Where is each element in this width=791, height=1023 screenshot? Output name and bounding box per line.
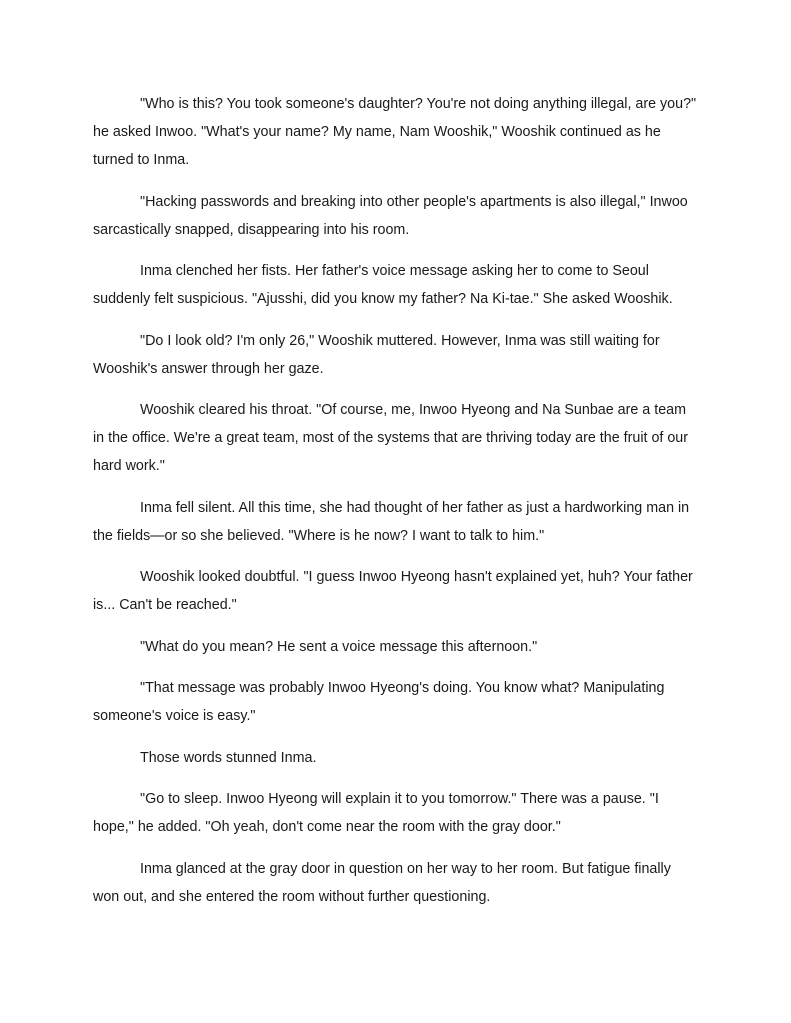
paragraph-8: "What do you mean? He sent a voice message this afternoon." <box>140 638 538 655</box>
paragraph-5: Wooshik cleared his throat. "Of course, me, Inwoo Hyeong and Na Sunbae are a team in the office. We're a great team, most of the systems that are thriving today are the fruit of our hard work." <box>93 402 689 474</box>
paragraph-3: Inma clenched her fists. Her father's voice message asking her to come to Seoul suddenly felt suspicious. "Ajusshi, did you know my father? Na Ki-tae." She asked Wooshik. <box>93 263 673 307</box>
paragraph-4: "Do I look old? I'm only 26," Wooshik muttered. However, Inma was still waiting for Wooshik's answer through her gaze. <box>93 332 660 377</box>
document-body <box>93 90 698 924</box>
paragraph-12: Inma glanced at the gray door in question on her way to her room. But fatigue finally won out, and she entered the room without further questioning. <box>93 860 671 905</box>
paragraph-10: Those words stunned Inma. <box>140 749 317 766</box>
paragraph-9: "That message was probably Inwoo Hyeong's doing. You know what? Manipulating someone's voice is easy." <box>93 680 665 724</box>
paragraph-7: Wooshik looked doubtful. "I guess Inwoo Hyeong hasn't explained yet, huh? Your father is... Can't be reached." <box>93 569 693 613</box>
paragraph-6: Inma fell silent. All this time, she had thought of her father as just a hardworking man in the fields—or so she believed. "Where is he now? I want to talk to him." <box>93 499 690 544</box>
paragraph-1: "Who is this? You took someone's daughter? You're not doing anything illegal, are you?" he asked Inwoo. "What's your name? My name, Nam Wooshik," Wooshik continued as he turned to Inma. <box>93 96 697 168</box>
paragraph-11: "Go to sleep. Inwoo Hyeong will explain it to you tomorrow." There was a pause. "I hope," he added. "Oh yeah, don't come near the room with the gray door." <box>93 791 659 835</box>
paragraph-2: "Hacking passwords and breaking into other people's apartments is also illegal," Inwoo sarcastically snapped, disappearing into his room. <box>93 193 688 238</box>
